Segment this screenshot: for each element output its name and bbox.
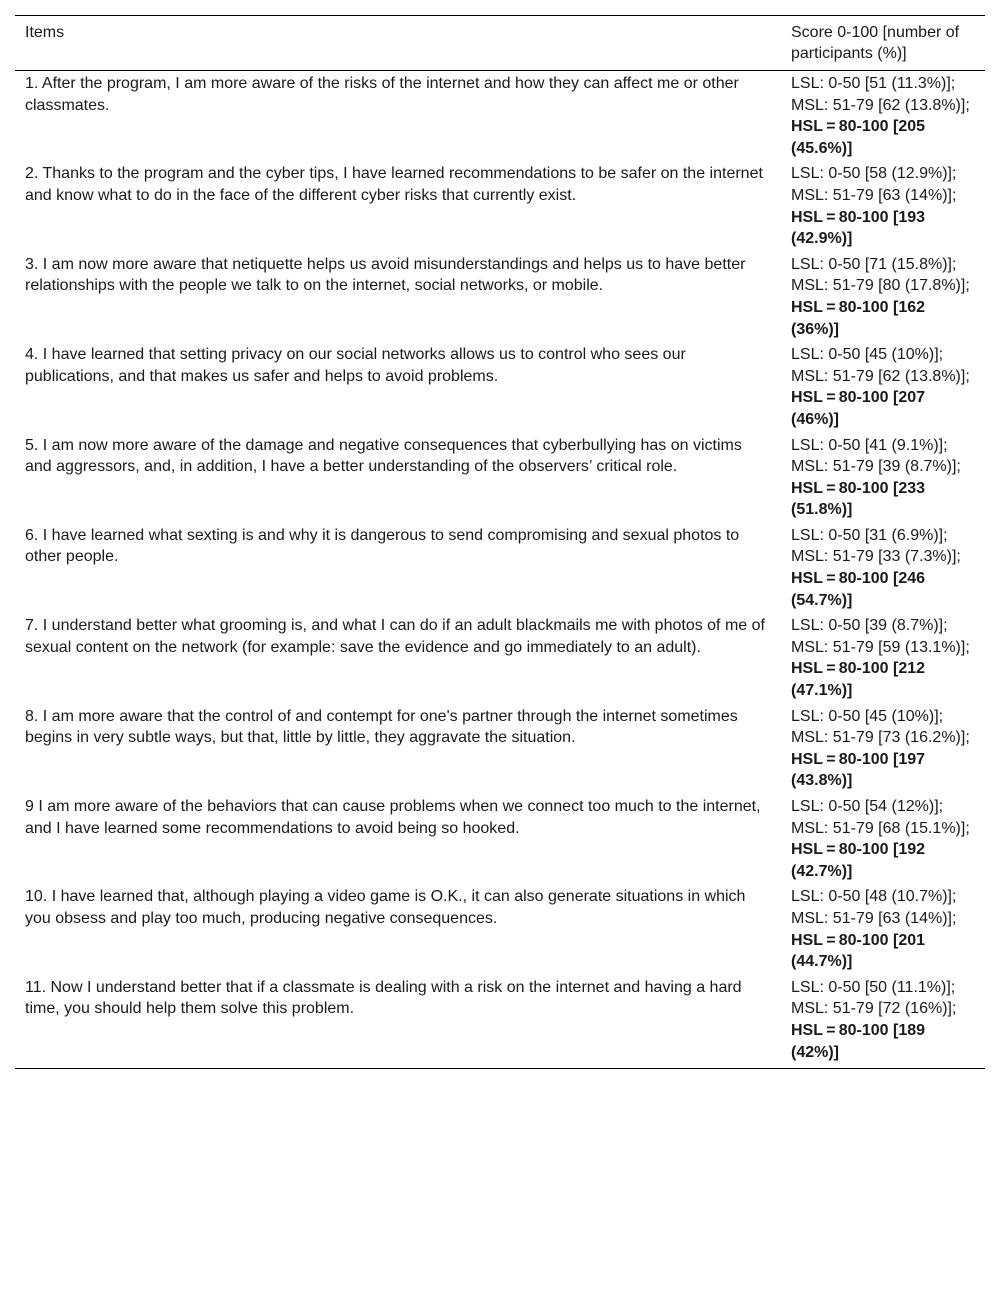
lsl-score: LSL: 0-50 [41 (9.1%)]; [791,436,948,454]
hsl-score: HSL = 80-100 [233 (51.8%)] [791,479,926,519]
msl-score: MSL: 51-79 [63 (14%)]; [791,909,957,927]
msl-score: MSL: 51-79 [59 (13.1%)]; [791,638,970,656]
table-row [15,975,985,1069]
item-text: 9 I am more aware of the behaviors that can cause problems when we connect too much to the internet, and I have learned some recommendations to avoid being so hooked. [25,798,761,837]
table-row [15,884,985,974]
score-cell [781,161,985,251]
msl-score: MSL: 51-79 [39 (8.7%)]; [791,458,961,476]
score-cell [781,342,985,432]
score-cell [781,884,985,974]
msl-score: MSL: 51-79 [63 (14%)]; [791,186,957,204]
table-row [15,161,985,251]
score-cell [781,613,985,703]
item-text: 4. I have learned that setting privacy on our social networks allows us to control who sees our publications, and that makes us safer and helps to avoid problems. [25,346,686,385]
table-row [15,613,985,703]
msl-score: MSL: 51-79 [62 (13.8%)]; [791,367,970,385]
results-table [15,15,985,1069]
score-cell [781,433,985,523]
table-row [15,704,985,794]
lsl-score: LSL: 0-50 [58 (12.9%)]; [791,165,957,183]
header-score: Score 0-100 [number of participants (%)] [791,24,960,62]
header-items: Items [25,24,65,41]
item-text: 2. Thanks to the program and the cyber tips, I have learned recommendations to be safer on the internet and know what to do in the face of the different cyber risks that currently exist. [25,165,763,204]
msl-score: MSL: 51-79 [33 (7.3%)]; [791,548,961,566]
table-header [15,16,985,71]
table-row [15,433,985,523]
score-cell [781,794,985,884]
lsl-score: LSL: 0-50 [31 (6.9%)]; [791,526,948,544]
lsl-score: LSL: 0-50 [71 (15.8%)]; [791,255,957,273]
lsl-score: LSL: 0-50 [45 (10%)]; [791,346,944,364]
item-text: 8. I am more aware that the control of and contempt for one's partner through the internet sometimes begins in very subtle ways, but that, little by little, they aggravate the situation. [25,707,738,747]
lsl-score: LSL: 0-50 [51 (11.3%)]; [791,75,956,92]
item-text: 3. I am now more aware that netiquette helps us avoid misunderstandings and helps us to have better relationships with the people we talk to on the internet, social networks, or mobile. [25,255,746,295]
table-row [15,523,985,613]
msl-score: MSL: 51-79 [62 (13.8%)]; [791,96,970,114]
msl-score: MSL: 51-79 [72 (16%)]; [791,1000,957,1018]
table-body [15,71,985,1069]
msl-score: MSL: 51-79 [80 (17.8%)]; [791,277,970,295]
item-text: 10. I have learned that, although playing a video game is O.K., it can also generate situations in which you obsess and play too much, producing negative consequences. [25,888,746,927]
header-row [15,16,985,71]
item-text: 7. I understand better what grooming is, and what I can do if an adult blackmails me with photos of me of sexual content on the network (for example: save the evidence and go immediately to an adult). [25,617,765,656]
item-text: 11. Now I understand better that if a classmate is dealing with a risk on the internet and having a hard time, you should help them solve this problem. [25,978,742,1018]
hsl-score: HSL = 80-100 [189 (42%)] [791,1021,926,1061]
score-cell [781,704,985,794]
score-cell [781,975,985,1069]
hsl-score: HSL = 80-100 [162 (36%)] [791,298,926,338]
hsl-score: HSL = 80-100 [197 (43.8%)] [791,750,926,790]
hsl-score: HSL = 80-100 [212 (47.1%)] [791,660,926,700]
lsl-score: LSL: 0-50 [48 (10.7%)]; [791,888,957,906]
lsl-score: LSL: 0-50 [50 (11.1%)]; [791,978,956,996]
hsl-score: HSL = 80-100 [205 (45.6%)] [791,118,926,157]
hsl-score: HSL = 80-100 [192 (42.7%)] [791,841,926,880]
item-text: 5. I am now more aware of the damage and negative consequences that cyberbullying has on victims and aggressors, and, in addition, I have a better understanding of the observers’ critical role. [25,436,742,476]
score-cell [781,71,985,162]
msl-score: MSL: 51-79 [73 (16.2%)]; [791,729,970,747]
score-cell [781,252,985,342]
lsl-score: LSL: 0-50 [39 (8.7%)]; [791,617,948,635]
lsl-score: LSL: 0-50 [45 (10%)]; [791,707,944,725]
table-row [15,71,985,162]
item-text: 6. I have learned what sexting is and why it is dangerous to send compromising and sexual photos to other people. [25,526,740,566]
msl-score: MSL: 51-79 [68 (15.1%)]; [791,819,970,837]
score-cell [781,523,985,613]
table-row [15,342,985,432]
hsl-score: HSL = 80-100 [201 (44.7%)] [791,931,926,971]
hsl-score: HSL = 80-100 [207 (46%)] [791,389,926,428]
table-row [15,794,985,884]
results-table-container [15,15,985,1069]
hsl-score: HSL = 80-100 [246 (54.7%)] [791,570,926,609]
hsl-score: HSL = 80-100 [193 (42.9%)] [791,208,926,248]
lsl-score: LSL: 0-50 [54 (12%)]; [791,798,944,815]
item-text: 1. After the program, I am more aware of the risks of the internet and how they can affect me or other classmates. [25,75,739,114]
table-row [15,252,985,342]
